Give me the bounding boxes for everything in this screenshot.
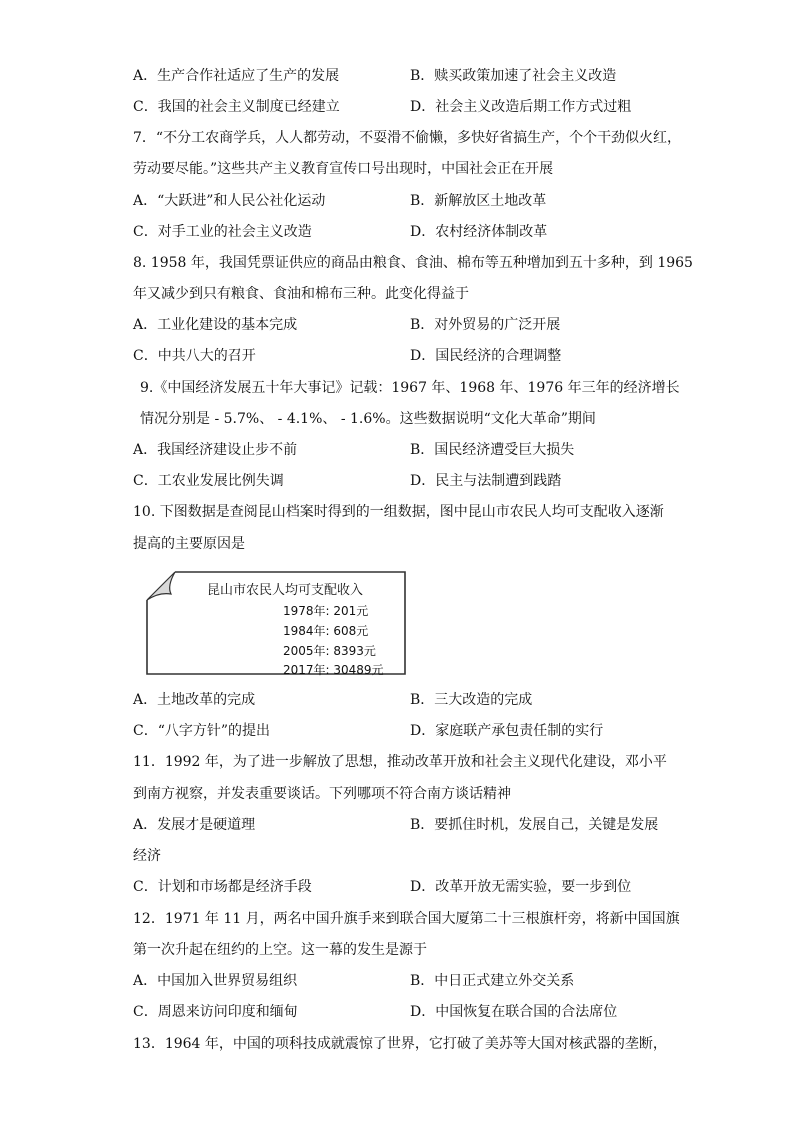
q9-stem-line2: 情况分别是 - 5.7%、 - 4.1%、 - 1.6%。这些数据说明“文化大革命”期间 — [140, 411, 596, 427]
q12-option-a: A．中国加入世界贸易组织 — [133, 973, 298, 989]
q7-stem-line1: 7．“不分工农商学兵，人人都劳动，不耍滑不偷懒，多快好省搞生产，个个干劲似火红， — [133, 130, 682, 146]
q11-option-d: D．改革开放无需实验，要一步到位 — [410, 879, 632, 895]
q9-option-a: A．我国经济建设止步不前 — [133, 442, 298, 458]
q10-option-b: B．三大改造的完成 — [410, 692, 533, 708]
figure-title: 昆山市农民人均可支配收入 — [207, 583, 364, 598]
q8-stem-line2: 年又减少到只有粮食、食油和棉布三种。此变化得益于 — [133, 286, 469, 302]
q12-option-d: D．中国恢复在联合国的合法席位 — [410, 1004, 618, 1020]
q6-option-d: D．社会主义改造后期工作方式过粗 — [410, 99, 632, 115]
q11-stem-line2: 到南方视察，并发表重要谈话。下列哪项不符合南方谈话精神 — [133, 786, 511, 802]
figure-row-2005: 2005年: 8393元 — [283, 644, 376, 658]
q10-stem-line2: 提高的主要原因是 — [133, 536, 245, 552]
q11-option-c: C．计划和市场都是经济手段 — [133, 879, 312, 895]
q12-option-b: B．中日正式建立外交关系 — [410, 973, 575, 989]
q6-option-c: C．我国的社会主义制度已经建立 — [133, 99, 340, 115]
q7-option-a: A．“大跃进”和人民公社化运动 — [133, 193, 326, 209]
q9-option-d: D．民主与法制遭到践踏 — [410, 473, 562, 489]
q6-option-a: A．生产合作社适应了生产的发展 — [133, 68, 340, 84]
q7-option-d: D．农村经济体制改革 — [410, 224, 548, 240]
q7-option-c: C．对手工业的社会主义改造 — [133, 224, 312, 240]
q9-option-c: C．工农业发展比例失调 — [133, 473, 284, 489]
q12-option-c: C．周恩来访问印度和缅甸 — [133, 1004, 298, 1020]
q9-option-b: B．国民经济遭受巨大损失 — [410, 442, 575, 458]
q10-stem-line1: 10. 下图数据是查阅昆山档案时得到的一组数据，图中昆山市农民人均可支配收入逐渐 — [133, 504, 664, 520]
q7-stem-line2: 劳动要尽能。”这些共产主义教育宣传口号出现时，中国社会正在开展 — [133, 161, 554, 177]
q7-option-b: B．新解放区土地改革 — [410, 193, 547, 209]
q8-option-b: B．对外贸易的广泛开展 — [410, 317, 561, 333]
q12-stem-line1: 12．1971 年 11 月，两名中国升旗手来到联合国大厦第二十三根旗杆旁，将新中国国旗 — [133, 911, 680, 927]
q9-stem-line1: 9.《中国经济发展五十年大事记》记载：1967 年、1968 年、1976 年三年的经济增长 — [140, 380, 680, 396]
figure-row-1984: 1984年: 608元 — [283, 624, 369, 638]
income-data-figure — [145, 570, 407, 676]
q10-option-a: A．土地改革的完成 — [133, 692, 256, 708]
q13-stem-line1: 13．1964 年，中国的项科技成就震惊了世界，它打破了美苏等大国对核武器的垄断， — [133, 1036, 667, 1052]
q6-option-b: B．赎买政策加速了社会主义改造 — [410, 68, 617, 84]
q11-stem-line1: 11．1992 年，为了进一步解放了思想，推动改革开放和社会主义现代化建设，邓小平 — [133, 754, 667, 770]
figure-row-2017: 2017年: 30489元 — [283, 663, 384, 677]
q8-stem-line1: 8. 1958 年，我国凭票证供应的商品由粮食、食油、棉布等五种增加到五十多种，到 1965 — [133, 255, 693, 271]
q11-option-a: A．发展才是硬道理 — [133, 817, 256, 833]
q12-stem-line2: 第一次升起在纽约的上空。这一幕的发生是源于 — [133, 942, 427, 958]
q8-option-c: C．中共八大的召开 — [133, 348, 256, 364]
q11-option-b: B．要抓住时机，发展自己，关键是发展 — [410, 817, 659, 833]
q10-option-d: D．家庭联产承包责任制的实行 — [410, 723, 604, 739]
q8-option-a: A．工业化建设的基本完成 — [133, 317, 298, 333]
figure-row-1978: 1978年: 201元 — [283, 604, 369, 618]
q10-option-c: C．“八字方针”的提出 — [133, 723, 271, 739]
q8-option-d: D．国民经济的合理调整 — [410, 348, 562, 364]
q11-option-b-continued: 经济 — [133, 848, 161, 864]
